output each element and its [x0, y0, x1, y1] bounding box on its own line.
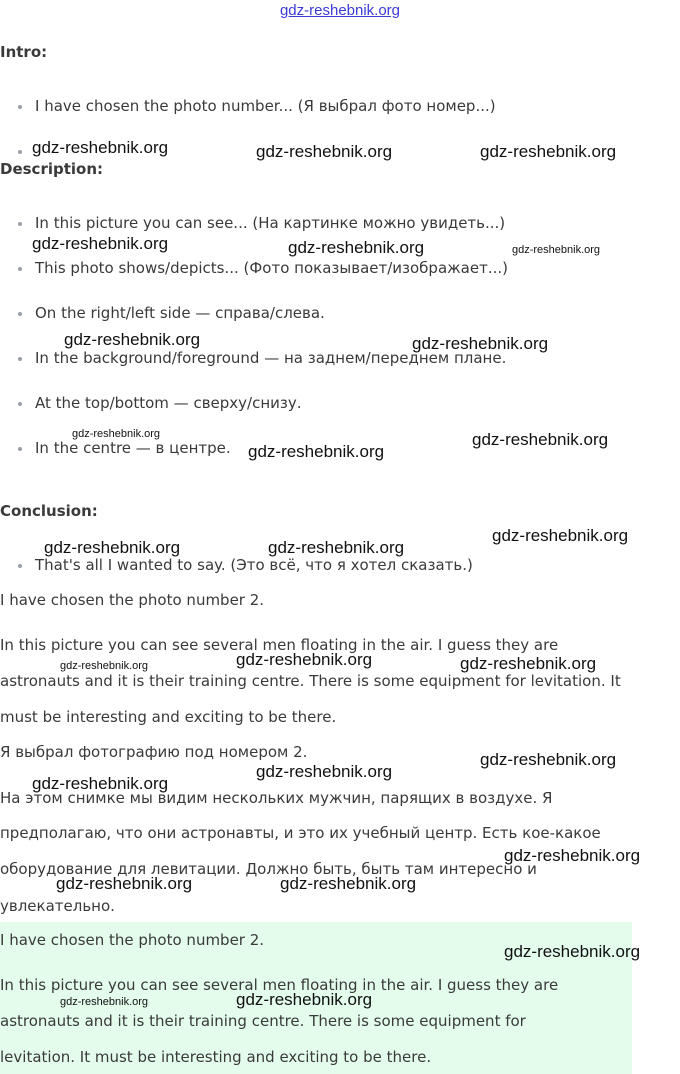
watermark: gdz-reshebnik.org: [480, 750, 617, 769]
watermark: gdz-reshebnik.org: [236, 650, 373, 669]
answer-ru-line: Я выбрал фотографию под номером 2.: [0, 743, 308, 761]
answer-en-line: astronauts and it is their training centre. There is some equipment for levitation. It: [0, 672, 621, 690]
watermark: gdz-reshebnik.org: [504, 942, 641, 961]
watermark: gdz-reshebnik.org: [32, 234, 169, 253]
watermark: gdz-reshebnik.org: [492, 526, 629, 545]
watermark: gdz-reshebnik.org: [248, 442, 385, 461]
answer-ru-line: увлекательно.: [0, 897, 115, 915]
watermark: gdz-reshebnik.org: [412, 334, 549, 353]
watermark: gdz-reshebnik.org: [504, 846, 641, 865]
answer-ru-line: оборудование для левитации. Должно быть, быть там интересно и: [0, 860, 537, 878]
watermark: gdz-reshebnik.org: [460, 654, 597, 673]
description-heading: Description:: [0, 160, 104, 178]
watermark: gdz-reshebnik.org: [72, 428, 161, 440]
watermark: gdz-reshebnik.org: [268, 538, 405, 557]
watermark: gdz-reshebnik.org: [56, 874, 193, 893]
watermark: gdz-reshebnik.org: [288, 238, 425, 257]
highlight-line: In this picture you can see several men floating in the air. I guess they are: [0, 976, 559, 994]
description-item: In this picture you can see... (На картинке можно увидеть...): [18, 214, 505, 232]
description-item: In the centre — в центре.: [18, 439, 231, 457]
conclusion-item: That's all I wanted to say. (Это всё, что я хотел сказать.): [18, 556, 473, 574]
answer-en-line: In this picture you can see several men floating in the air. I guess they are: [0, 636, 559, 654]
watermark: gdz-reshebnik.org: [236, 990, 373, 1009]
watermark: gdz-reshebnik.org: [280, 874, 417, 893]
watermark: gdz-reshebnik.org: [44, 538, 181, 557]
description-item: At the top/bottom — сверху/снизу.: [18, 394, 302, 412]
description-item: This photo shows/depicts... (Фото показывает/изображает...): [18, 259, 508, 277]
intro-item: I have chosen the photo number... (Я выбрал фото номер...): [18, 97, 496, 115]
watermark: gdz-reshebnik.org: [32, 138, 169, 157]
intro-heading: Intro:: [0, 43, 48, 61]
description-item: On the right/left side — справа/слева.: [18, 304, 325, 322]
answer-en-line: I have chosen the photo number 2.: [0, 591, 265, 609]
watermark: gdz-reshebnik.org: [64, 330, 201, 349]
answer-en-line: must be interesting and exciting to be there.: [0, 708, 337, 726]
watermark: gdz-reshebnik.org: [60, 660, 149, 672]
watermark: gdz-reshebnik.org: [256, 762, 393, 781]
highlight-line: astronauts and it is their training centre. There is some equipment for: [0, 1012, 526, 1030]
answer-ru-line: предполагаю, что они астронавты, и это их учебный центр. Есть кое-какое: [0, 824, 601, 842]
watermark: gdz-reshebnik.org: [472, 430, 609, 449]
answer-ru-line: На этом снимке мы видим нескольких мужчин, парящих в воздухе. Я: [0, 789, 553, 807]
watermark: gdz-reshebnik.org: [480, 142, 617, 161]
watermark: gdz-reshebnik.org: [32, 774, 169, 793]
watermark: gdz-reshebnik.org: [256, 142, 393, 161]
highlight-line: I have chosen the photo number 2.: [0, 931, 265, 949]
watermark: gdz-reshebnik.org: [512, 244, 601, 256]
watermark: gdz-reshebnik.org: [60, 996, 149, 1008]
highlight-line: levitation. It must be interesting and exciting to be there.: [0, 1048, 432, 1066]
conclusion-heading: Conclusion:: [0, 502, 98, 520]
site-link[interactable]: gdz-reshebnik.org: [279, 2, 401, 19]
description-item: In the background/foreground — на заднем/переднем плане.: [18, 349, 506, 367]
